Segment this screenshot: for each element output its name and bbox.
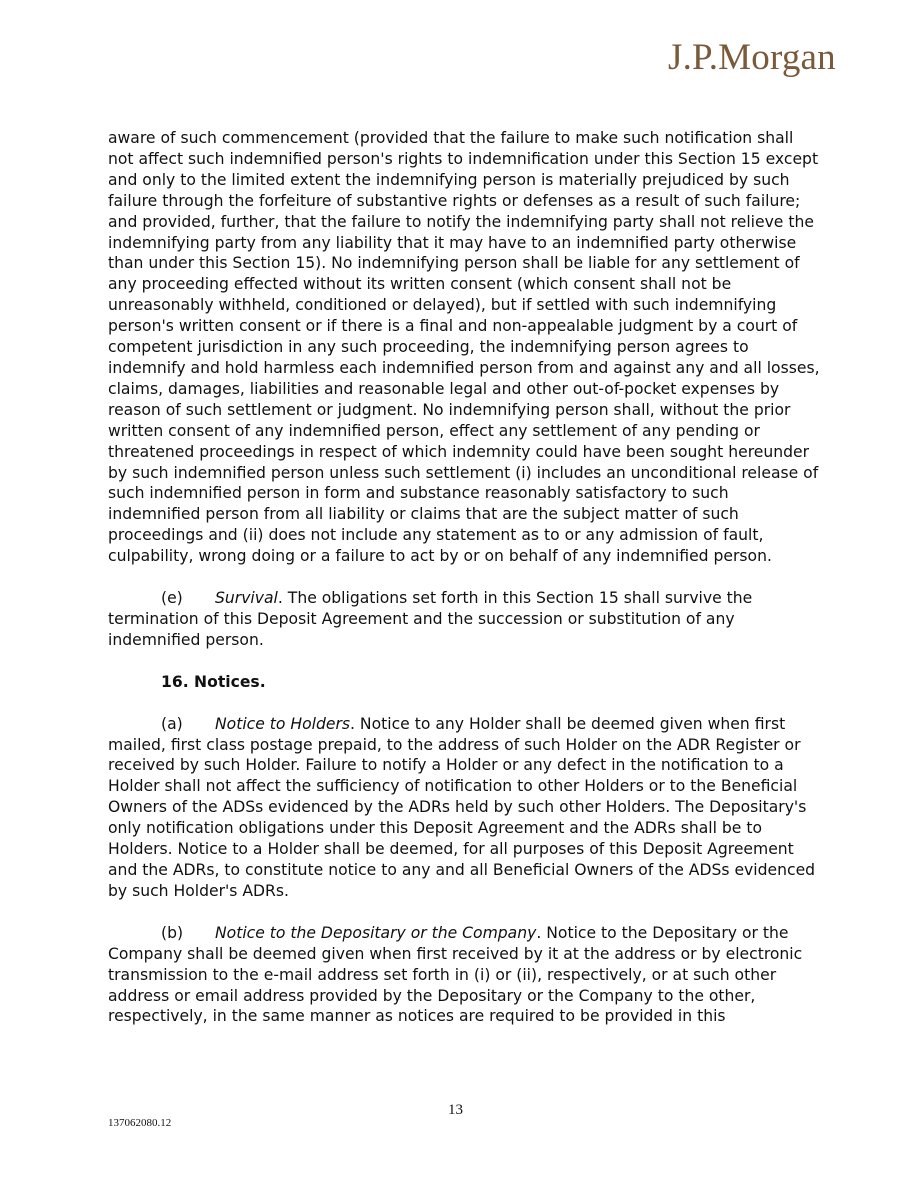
page-number: 13 bbox=[448, 1102, 463, 1118]
paragraph-b-label: (b) bbox=[161, 923, 184, 942]
paragraph-b-notice-to-depositary bbox=[108, 923, 820, 1028]
paragraph-continuation: aware of such commencement (provided that the failure to make such notification shall not affect such indemnified person's rights to indemnification under this Section 15 except and only to the limited extent the indemnifying person is materially prejudiced by such failure through the forfeiture of substantive rights or defenses as a result of such failure; and provided, further, that the failure to notify the indemnifying party shall not relieve the indemnifying party from any liability that it may have to an indemnified party otherwise than under this Section 15). No indemnifying person shall be liable for any settlement of any proceeding effected without its written consent (which consent shall not be unreasonably withheld, conditioned or delayed), but if settled with such indemnifying person's written consent or if there is a final and non-appealable judgment by a court of competent jurisdiction in any such proceeding, the indemnifying person agrees to indemnify and hold harmless each indemnified person from and against any and all losses, claims, damages, liabilities and reasonable legal and other out-of-pocket expenses by reason of such settlement or judgment. No indemnifying person shall, without the prior written consent of any indemnified person, effect any settlement of any pending or threatened proceedings in respect of which indemnity could have been sought hereunder by such indemnified person unless such settlement (i) includes an unconditional release of such indemnified person in form and substance reasonably satisfactory to such indemnified person from all liability or claims that are the subject matter of such proceedings and (ii) does not include any statement as to or any admission of fault, culpability, wrong doing or a failure to act by or on behalf of any indemnified person. bbox=[108, 129, 820, 566]
paragraph-a-title: Notice to Holders bbox=[215, 714, 351, 733]
paragraph-b-title: Notice to the Depositary or the Company bbox=[215, 923, 537, 942]
section-16-heading-text: 16. Notices. bbox=[161, 672, 266, 691]
paragraph-a-text: . Notice to any Holder shall be deemed given when first mailed, first class postage prepaid, to the address of such Holder on the ADR Register or received by such Holder. Failure to notify a Holder or any defect in the notification to a Holder shall not affect the sufficiency of notification to other Holders or to the Beneficial Owners of the ADSs evidenced by the ADRs held by such other Holders. The Depositary's only notification obligations under this Deposit Agreement and the ADRs shall be to Holders. Notice to a Holder shall be deemed, for all purposes of this Deposit Agreement and the ADRs, to constitute notice to any and all Beneficial Owners of the ADSs evidenced by such Holder's ADRs. bbox=[108, 714, 816, 900]
paragraph-e-title: Survival bbox=[215, 589, 278, 608]
jpmorgan-logo: J.P.Morgan bbox=[668, 37, 836, 78]
paragraph-a-notice-to-holders bbox=[108, 714, 820, 902]
paragraph-a-label: (a) bbox=[161, 714, 183, 733]
paragraph-e-label: (e) bbox=[161, 589, 183, 608]
document-body bbox=[108, 128, 820, 1027]
section-16-heading bbox=[108, 672, 820, 693]
paragraph-e-text: . The obligations set forth in this Section 15 shall survive the termination of this Deposit Agreement and the succession or substitution of any indemnified person. bbox=[108, 589, 753, 649]
document-id: 137062080.12 bbox=[108, 1117, 172, 1129]
paragraph-b-text: . Notice to the Depositary or the Company shall be deemed given when first received by it at the address or by electronic transmission to the e-mail address set forth in (i) or (ii), respectively, or at such other address or email address provided by the Depositary or the Company to the other, respectively, in the same manner as notices are required to be provided in this bbox=[108, 923, 803, 1026]
paragraph-e-survival bbox=[108, 588, 820, 651]
